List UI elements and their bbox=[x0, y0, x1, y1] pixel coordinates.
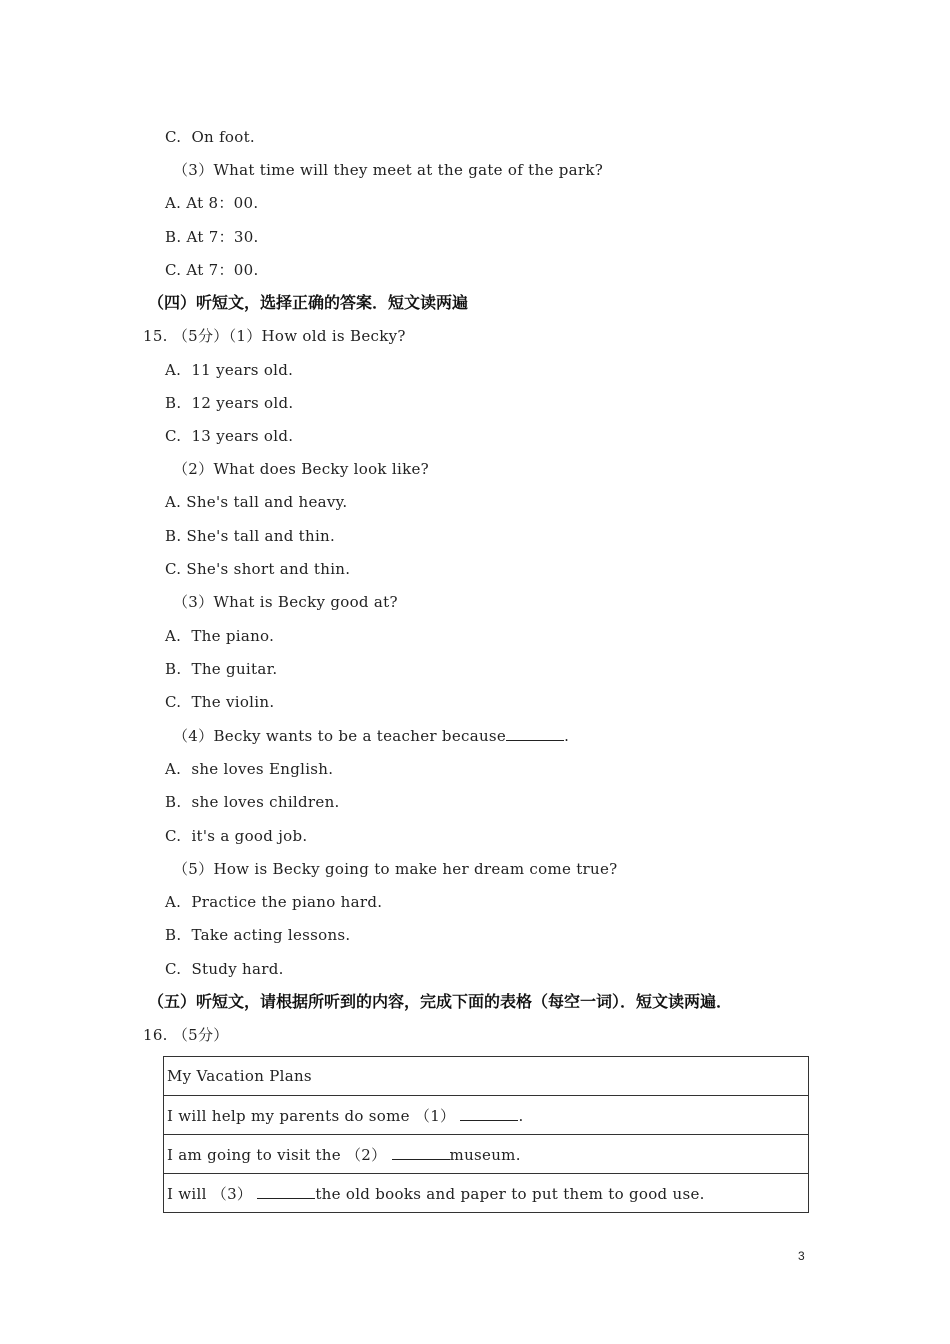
option-b-12-years: B. 12 years old. bbox=[165, 394, 294, 412]
option-c-13-years: C. 13 years old. bbox=[165, 427, 294, 445]
table-cell: I will help my parents do some （1） . bbox=[164, 1096, 809, 1135]
section-5-heading: （五）听短文，请根据所听到的内容，完成下面的表格（每空一词）．短文读两遍． bbox=[148, 992, 733, 1011]
option-a-at-8: A. At 8：00. bbox=[165, 194, 259, 212]
question-15-5: （5）How is Becky going to make her dream come true? bbox=[173, 860, 618, 878]
option-c-good-job: C. it's a good job. bbox=[165, 827, 308, 845]
option-b-tall-thin: B. She's tall and thin. bbox=[165, 527, 336, 545]
option-b-loves-children: B. she loves children. bbox=[165, 793, 340, 811]
answer-blank bbox=[257, 1184, 315, 1199]
option-c-at-7: C. At 7：00. bbox=[165, 261, 259, 279]
option-c-violin: C. The violin. bbox=[165, 693, 275, 711]
option-c-study-hard: C. Study hard. bbox=[165, 960, 284, 978]
answer-blank bbox=[506, 726, 564, 741]
option-b-acting-lessons: B. Take acting lessons. bbox=[165, 926, 351, 944]
option-c-on-foot: C. On foot. bbox=[165, 128, 255, 146]
option-a-tall-heavy: A. She's tall and heavy. bbox=[165, 493, 348, 511]
option-a-practice-piano: A. Practice the piano hard. bbox=[165, 893, 383, 911]
option-b-at-730: B. At 7：30. bbox=[165, 228, 259, 246]
option-a-11-years: A. 11 years old. bbox=[165, 361, 294, 379]
question-15-1: 15. （5分）（1）How old is Becky? bbox=[143, 327, 406, 345]
option-a-loves-english: A. she loves English. bbox=[165, 760, 334, 778]
table-row bbox=[164, 1135, 809, 1174]
answer-blank bbox=[392, 1145, 450, 1160]
question-16: 16. （5分） bbox=[143, 1026, 229, 1044]
vacation-plans-table bbox=[163, 1056, 809, 1213]
table-cell: I will （3） the old books and paper to put them to good use. bbox=[164, 1174, 809, 1213]
question-14-3: （3）What time will they meet at the gate of the park? bbox=[173, 161, 604, 179]
table-row bbox=[164, 1096, 809, 1135]
answer-blank bbox=[460, 1106, 518, 1121]
table-row bbox=[164, 1057, 809, 1096]
table-cell: I am going to visit the （2） museum. bbox=[164, 1135, 809, 1174]
page-number: 3 bbox=[798, 1249, 805, 1263]
question-15-4: （4）Becky wants to be a teacher because . bbox=[173, 727, 570, 745]
option-a-piano: A. The piano. bbox=[165, 627, 275, 645]
table-row bbox=[164, 1174, 809, 1213]
question-15-2: （2）What does Becky look like? bbox=[173, 460, 429, 478]
option-c-short-thin: C. She's short and thin. bbox=[165, 560, 351, 578]
question-15-3: （3）What is Becky good at? bbox=[173, 593, 398, 611]
table-cell: My Vacation Plans bbox=[164, 1057, 809, 1096]
option-b-guitar: B. The guitar. bbox=[165, 660, 278, 678]
section-4-heading: （四）听短文，选择正确的答案．短文读两遍 bbox=[148, 293, 469, 312]
